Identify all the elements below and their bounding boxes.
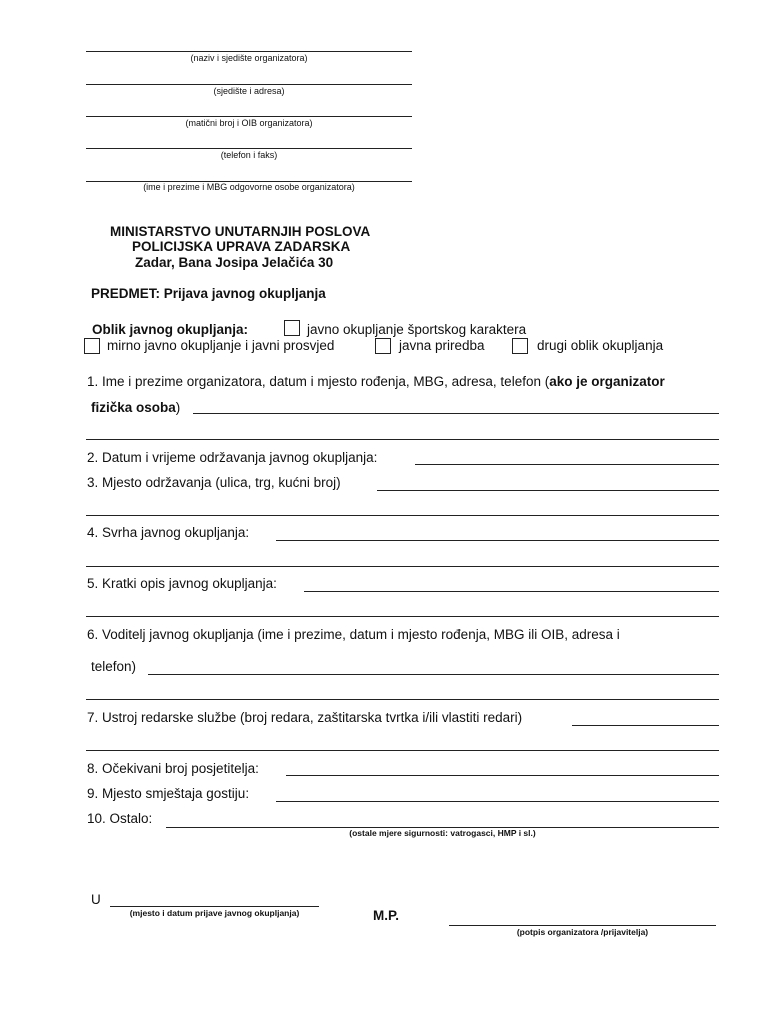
recipient-line-3: Zadar, Bana Josipa Jelačića 30 bbox=[135, 255, 334, 270]
item-7-text: 7. Ustroj redarske službe (broj redara, zaštitarska tvrtka i/ili vlastiti redari) bbox=[87, 710, 523, 725]
item-5-input-line-2[interactable] bbox=[86, 616, 719, 617]
item-10-text: 10. Ostalo: bbox=[87, 811, 153, 826]
signature-line[interactable] bbox=[449, 925, 716, 926]
item-1-text-b bbox=[91, 401, 180, 415]
checkbox-sport[interactable] bbox=[284, 320, 300, 336]
item-2-input-line[interactable] bbox=[415, 464, 719, 465]
item-5-input-line[interactable] bbox=[304, 591, 719, 592]
item-10-caption: (ostale mjere sigurnosti: vatrogasci, HMP i sl.) bbox=[349, 828, 536, 838]
option-sport-label: javno okupljanje športskog karaktera bbox=[307, 322, 527, 337]
responsible-person-caption: (ime i prezime i MBG odgovorne osobe organizatora) bbox=[143, 182, 355, 192]
organizer-id-line[interactable] bbox=[86, 116, 412, 117]
item-2-text: 2. Datum i vrijeme održavanja javnog okupljanja: bbox=[87, 450, 378, 465]
item-3-input-line-2[interactable] bbox=[86, 515, 719, 516]
organizer-phone-line[interactable] bbox=[86, 148, 412, 149]
item-1-bold-b: fizička osoba bbox=[91, 400, 176, 415]
item-3-text: 3. Mjesto održavanja (ulica, trg, kućni broj) bbox=[87, 475, 341, 490]
item-1-bold: ako je organizator bbox=[549, 374, 665, 389]
item-5-text: 5. Kratki opis javnog okupljanja: bbox=[87, 576, 277, 591]
recipient-line-1: MINISTARSTVO UNUTARNJIH POSLOVA bbox=[110, 224, 371, 239]
organizer-id-caption: (matični broj i OIB organizatora) bbox=[185, 118, 313, 128]
item-7-input-line[interactable] bbox=[572, 725, 719, 726]
option-other-label: drugi oblik okupljanja bbox=[537, 338, 664, 353]
item-6-input-line-2[interactable] bbox=[86, 699, 719, 700]
subject-line: PREDMET: Prijava javnog okupljanja bbox=[91, 286, 326, 301]
signature-caption: (potpis organizatora /prijavitelja) bbox=[516, 927, 649, 937]
form-type-label: Oblik javnog okupljanja: bbox=[92, 322, 249, 337]
organizer-phone-caption: (telefon i faks) bbox=[220, 150, 278, 160]
item-9-text: 9. Mjesto smještaja gostiju: bbox=[87, 786, 250, 801]
item-8-text: 8. Očekivani broj posjetitelja: bbox=[87, 761, 259, 776]
place-prefix: U bbox=[91, 892, 101, 907]
item-4-text: 4. Svrha javnog okupljanja: bbox=[87, 525, 250, 540]
organizer-address-line[interactable] bbox=[86, 84, 412, 85]
item-4-input-line[interactable] bbox=[276, 540, 719, 541]
item-6-text: 6. Voditelj javnog okupljanja (ime i prezime, datum i mjesto rođenja, MBG ili OIB, adresa i bbox=[87, 627, 620, 642]
item-8-input-line[interactable] bbox=[286, 775, 719, 776]
item-7-input-line-2[interactable] bbox=[86, 750, 719, 751]
item-1-input-line[interactable] bbox=[193, 413, 719, 414]
place-date-caption: (mjesto i datum prijave javnog okupljanja) bbox=[129, 908, 300, 918]
organizer-address-caption: (sjedište i adresa) bbox=[213, 86, 285, 96]
item-6-input-line[interactable] bbox=[148, 674, 719, 675]
stamp-label: M.P. bbox=[373, 908, 400, 923]
item-1-input-line-2[interactable] bbox=[86, 439, 719, 440]
item-6-text-b: telefon) bbox=[91, 659, 137, 674]
option-protest-label: mirno javno okupljanje i javni prosvjed bbox=[107, 338, 335, 353]
item-3-input-line[interactable] bbox=[377, 490, 719, 491]
organizer-name-caption: (naziv i sjedište organizatora) bbox=[190, 53, 308, 63]
item-1-part-a: 1. Ime i prezime organizatora, datum i mjesto rođenja, MBG, adresa, telefon ( bbox=[87, 374, 550, 389]
item-4-input-line-2[interactable] bbox=[86, 566, 719, 567]
organizer-name-line[interactable] bbox=[86, 51, 412, 52]
item-1-end: ) bbox=[175, 400, 181, 415]
checkbox-event[interactable] bbox=[375, 338, 391, 354]
recipient-line-2: POLICIJSKA UPRAVA ZADARSKA bbox=[132, 239, 351, 254]
place-date-line[interactable] bbox=[110, 906, 319, 907]
option-event-label: javna priredba bbox=[399, 338, 485, 353]
checkbox-protest[interactable] bbox=[84, 338, 100, 354]
item-9-input-line[interactable] bbox=[276, 801, 719, 802]
item-1-text bbox=[87, 375, 665, 389]
checkbox-other[interactable] bbox=[512, 338, 528, 354]
